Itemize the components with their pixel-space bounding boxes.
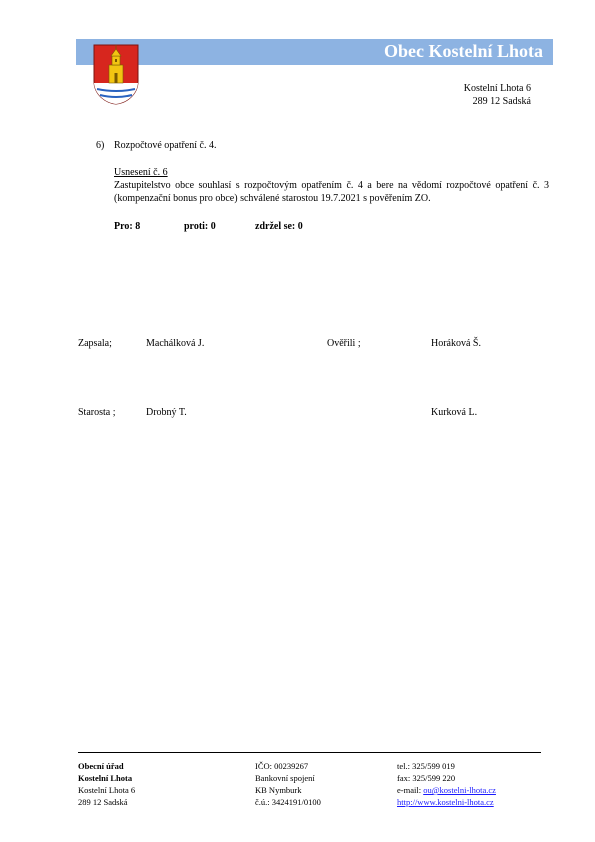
website-link[interactable]: http://www.kostelni-lhota.cz — [397, 797, 494, 807]
footer-email-label: e-mail: — [397, 785, 424, 795]
footer-office — [78, 760, 135, 808]
office-address — [464, 82, 531, 108]
footer-contact — [397, 760, 496, 808]
municipality-title: Obec Kostelní Lhota — [383, 41, 543, 61]
verifier-2-name: Kurková L. — [431, 407, 478, 418]
footer-bank-line: č.ú.: 3424191/0100 — [255, 797, 321, 807]
address-line-2: 289 12 Sadská — [472, 96, 531, 107]
footer-office-line: Obecní úřad — [78, 761, 124, 771]
footer-bank-line: IČO: 00239267 — [255, 761, 309, 771]
votes-abstain: zdržel se: 0 — [255, 221, 303, 232]
mayor-label: Starosta ; — [78, 407, 116, 418]
resolution-block — [114, 166, 549, 205]
header-bar — [76, 39, 553, 65]
resolution-text: Zastupitelstvo obce souhlasí s rozpočtovým opatřením č. 4 a bere na vědomí rozpočtové opatření č. 3 (kompenzační bonus pro obce) schválené starostou 19.7.2021 s pověřením ZO. — [114, 180, 549, 204]
footer-office-line: 289 12 Sadská — [78, 797, 128, 807]
footer-office-line: Kostelní Lhota — [78, 773, 133, 783]
footer-divider — [78, 752, 541, 753]
vote-results — [114, 221, 303, 232]
address-line-1: Kostelní Lhota 6 — [463, 83, 531, 94]
coat-of-arms-icon — [92, 43, 140, 105]
footer-email-line — [397, 784, 496, 796]
votes-against: proti: 0 — [184, 221, 216, 232]
verifiers-label: Ověřili ; — [327, 338, 361, 349]
footer-fax: fax: 325/599 220 — [397, 773, 456, 783]
email-link[interactable]: ou@kostelni-lhota.cz — [423, 785, 496, 795]
footer-office-line: Kostelní Lhota 6 — [78, 785, 136, 795]
agenda-item — [96, 140, 216, 151]
footer-bank-line: Bankovní spojení — [255, 773, 315, 783]
agenda-item-title: Rozpočtové opatření č. 4. — [114, 140, 217, 151]
recorder-label: Zapsala; — [78, 338, 112, 349]
recorder-name: Machálková J. — [146, 338, 205, 349]
agenda-item-number: 6) — [96, 140, 105, 151]
footer-phone: tel.: 325/599 019 — [397, 761, 455, 771]
resolution-title: Usnesení č. 6 — [114, 167, 168, 178]
footer-bank — [255, 760, 321, 808]
votes-for: Pro: 8 — [114, 221, 141, 232]
mayor-name: Drobný T. — [146, 407, 187, 418]
verifier-1-name: Horáková Š. — [431, 338, 481, 349]
footer-bank-line: KB Nymburk — [255, 785, 302, 795]
